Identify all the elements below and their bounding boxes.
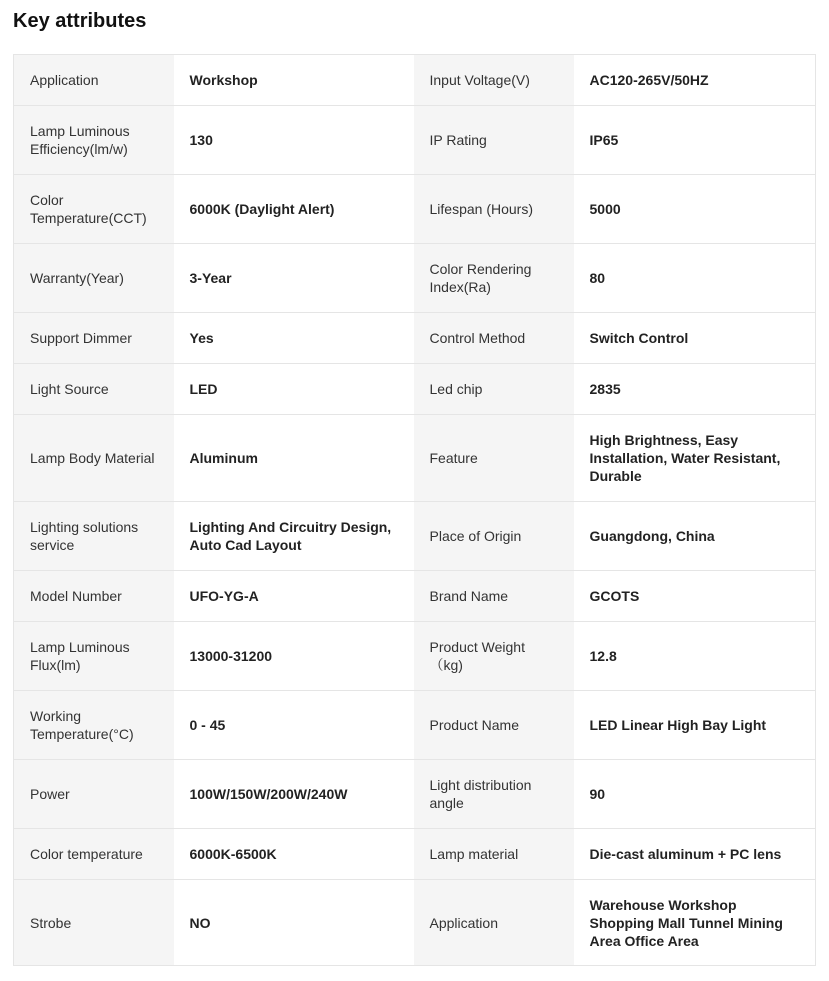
attribute-label: IP Rating: [414, 106, 574, 175]
attribute-label: Place of Origin: [414, 502, 574, 571]
attribute-value: LED: [174, 364, 414, 415]
attribute-value: 3-Year: [174, 244, 414, 313]
table-row: [14, 691, 816, 760]
attribute-label: Application: [14, 55, 174, 106]
attribute-label: Product Weight （kg): [414, 622, 574, 691]
attribute-value: Yes: [174, 313, 414, 364]
attribute-value: Aluminum: [174, 415, 414, 502]
attribute-value: High Brightness, Easy Installation, Water Resistant, Durable: [574, 415, 816, 502]
attribute-label: Lifespan (Hours): [414, 175, 574, 244]
attribute-value: GCOTS: [574, 571, 816, 622]
attribute-value: 2835: [574, 364, 816, 415]
attribute-label: Working Temperature(°C): [14, 691, 174, 760]
attribute-value: 13000-31200: [174, 622, 414, 691]
attribute-label: Lamp Luminous Flux(lm): [14, 622, 174, 691]
table-row: [14, 622, 816, 691]
attribute-value: LED Linear High Bay Light: [574, 691, 816, 760]
table-row: [14, 415, 816, 502]
attribute-value: 5000: [574, 175, 816, 244]
attribute-label: Light distribution angle: [414, 760, 574, 829]
table-row: [14, 55, 816, 106]
attribute-label: Model Number: [14, 571, 174, 622]
attribute-value: 90: [574, 760, 816, 829]
attribute-label: Color temperature: [14, 829, 174, 880]
attribute-label: Color Temperature(CCT): [14, 175, 174, 244]
attribute-label: Lamp Luminous Efficiency(lm/w): [14, 106, 174, 175]
attribute-value: 130: [174, 106, 414, 175]
attribute-label: Control Method: [414, 313, 574, 364]
attribute-value: Die-cast aluminum + PC lens: [574, 829, 816, 880]
attribute-label: Strobe: [14, 880, 174, 966]
attribute-value: IP65: [574, 106, 816, 175]
attribute-value: UFO-YG-A: [174, 571, 414, 622]
attribute-label: Power: [14, 760, 174, 829]
attribute-value: 100W/150W/200W/240W: [174, 760, 414, 829]
attribute-value: 0 - 45: [174, 691, 414, 760]
attribute-value: 80: [574, 244, 816, 313]
attributes-body: [14, 55, 816, 966]
attribute-label: Light Source: [14, 364, 174, 415]
attribute-label: Brand Name: [414, 571, 574, 622]
attribute-label: Color Rendering Index(Ra): [414, 244, 574, 313]
attribute-value: Lighting And Circuitry Design, Auto Cad Layout: [174, 502, 414, 571]
key-attributes-table: [13, 54, 816, 966]
attribute-value: 12.8: [574, 622, 816, 691]
attribute-value: NO: [174, 880, 414, 966]
table-row: [14, 106, 816, 175]
table-row: [14, 313, 816, 364]
table-row: [14, 364, 816, 415]
attribute-value: Workshop: [174, 55, 414, 106]
attribute-label: Lamp Body Material: [14, 415, 174, 502]
attribute-value: 6000K-6500K: [174, 829, 414, 880]
attribute-label: Application: [414, 880, 574, 966]
attribute-value: Guangdong, China: [574, 502, 816, 571]
table-row: [14, 175, 816, 244]
table-row: [14, 760, 816, 829]
attribute-value: Switch Control: [574, 313, 816, 364]
attribute-label: Lamp material: [414, 829, 574, 880]
attribute-label: Product Name: [414, 691, 574, 760]
table-row: [14, 571, 816, 622]
attribute-value: Warehouse Workshop Shopping Mall Tunnel Mining Area Office Area: [574, 880, 816, 966]
attribute-label: Input Voltage(V): [414, 55, 574, 106]
attribute-value: AC120-265V/50HZ: [574, 55, 816, 106]
page-title: Key attributes: [13, 10, 147, 32]
attribute-label: Led chip: [414, 364, 574, 415]
attribute-label: Warranty(Year): [14, 244, 174, 313]
table-row: [14, 880, 816, 966]
attribute-label: Support Dimmer: [14, 313, 174, 364]
attribute-label: Lighting solutions service: [14, 502, 174, 571]
table-row: [14, 829, 816, 880]
table-row: [14, 244, 816, 313]
attribute-label: Feature: [414, 415, 574, 502]
attribute-value: 6000K (Daylight Alert): [174, 175, 414, 244]
table-row: [14, 502, 816, 571]
